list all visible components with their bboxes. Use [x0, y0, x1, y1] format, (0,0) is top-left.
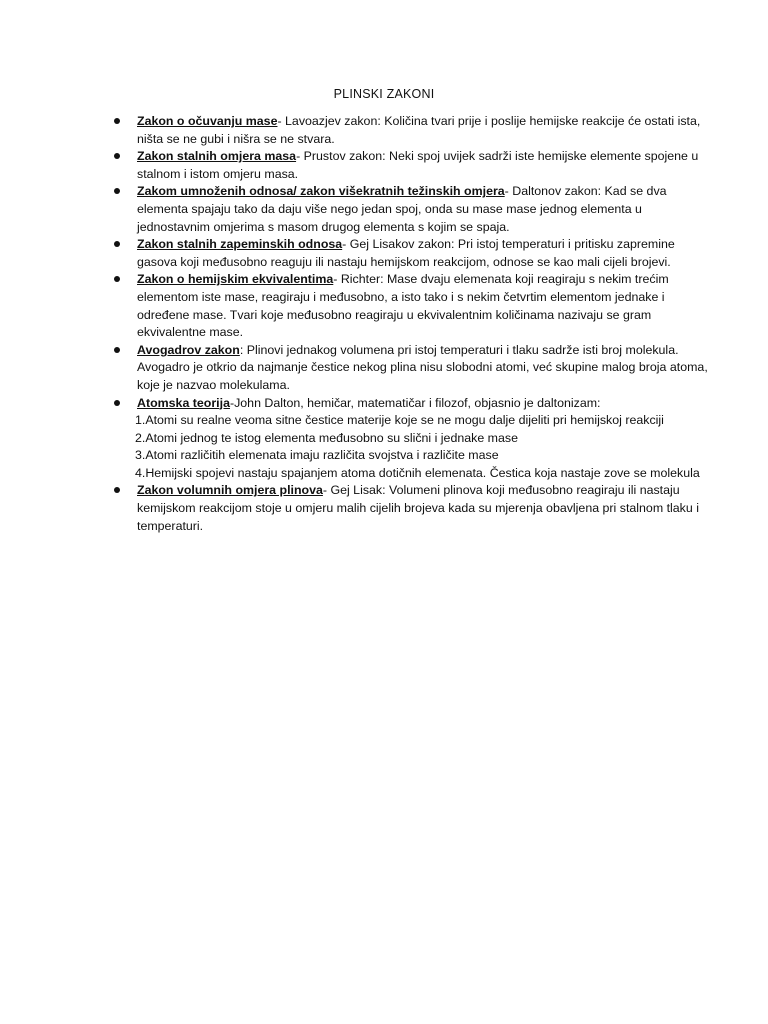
law-description: - Prustov zakon: Neki spoj uvijek sadrži iste hemijske elemente spojene u stalnom i istom omjeru masa. — [137, 149, 699, 181]
bullet-icon — [114, 241, 120, 247]
theory-point: 2.Atomi jednog te istog elementa međusobno su slični i jednake mase — [135, 430, 518, 445]
law-description: : Plinovi jednakog volumena pri istoj temperaturi i tlaku sadrže isti broj molekula. Avogadro je otkrio da najmanje čestice nekog plina nisu slobodni atomi, već skupine malog broja atoma, koje je nazvao molekulama. — [137, 342, 708, 392]
theory-point: 3.Atomi različitih elemenata imaju različita svojstva i različite mase — [135, 448, 499, 463]
law-description: - Lavoazjev zakon: Količina tvari prije i poslije hemijske reakcije će ostati ista, ništa se ne gubi i nišra se ne stvara. — [137, 114, 701, 146]
list-item — [137, 148, 709, 183]
list-item — [137, 183, 709, 236]
bullet-icon — [114, 487, 120, 493]
theory-point: 1.Atomi su realne veoma sitne čestice materije koje se ne mogu dalje dijeliti pri hemijskoj reakciji — [135, 413, 664, 428]
list-item — [137, 342, 709, 395]
law-description: - Richter: Mase dvaju elemenata koji reagiraju s nekim trećim elementom iste mase, reagiraju i međusobno, a isto tako i s nekim četvrtim elementom jednake i određene mase. Tvari koje međusobno reagiraju u ekvivalentnim količinama nazivaju se gram ekvivalentne mase. — [137, 272, 669, 340]
list-item — [137, 271, 709, 341]
law-term: Zakon stalnih zapeminskih odnosa — [137, 237, 343, 252]
law-term: Zakon volumnih omjera plinova — [137, 483, 323, 498]
law-description: - Gej Lisakov zakon: Pri istoj temperaturi i pritisku zapremine gasova koji međusobno reaguju ili nastaju hemijskom reakcijom, odnose se kao mali cijeli brojevi. — [137, 237, 675, 269]
list-item — [137, 482, 709, 535]
law-description: - Daltonov zakon: Kad se dva elementa spajaju tako da daju više nego jedan spoj, onda su mase mase jednog elementa u jednostavnim omjerima s masom drugog elementa s kojim se spaja. — [137, 184, 667, 234]
law-description: -John Dalton, hemičar, matematičar i filozof, objasnio je daltonizam: — [229, 395, 601, 410]
bullet-icon — [114, 347, 120, 353]
law-description: - Gej Lisak: Volumeni plinova koji međusobno reagiraju ili nastaju kemijskom reakcijom stoje u omjeru malih cijelih brojeva kada su mjerenja obavljena pri stalnom tlaku i temperaturi. — [137, 483, 699, 533]
list-item — [137, 395, 709, 483]
law-term: Avogadrov zakon — [137, 342, 240, 357]
theory-point: 4.Hemijski spojevi nastaju spajanjem atoma dotičnih elemenata. Čestica koja nastaje zove se molekula — [135, 465, 700, 480]
law-list — [113, 113, 709, 535]
document-title: PLINSKI ZAKONI — [333, 87, 435, 101]
law-term: Zakon o očuvanju mase — [137, 114, 278, 128]
law-term: Atomska teorija — [137, 395, 230, 410]
law-term: Zakom umnoženih odnosa/ zakon višekratnih težinskih omjera — [137, 184, 505, 199]
list-item — [137, 113, 709, 148]
bullet-icon — [114, 400, 120, 406]
bullet-icon — [114, 153, 120, 159]
list-item — [137, 236, 709, 271]
bullet-icon — [114, 276, 120, 282]
law-term: Zakon stalnih omjera masa — [137, 149, 297, 164]
law-term: Zakon o hemijskim ekvivalentima — [137, 272, 334, 287]
bullet-icon — [114, 118, 120, 124]
bullet-icon — [114, 188, 120, 194]
